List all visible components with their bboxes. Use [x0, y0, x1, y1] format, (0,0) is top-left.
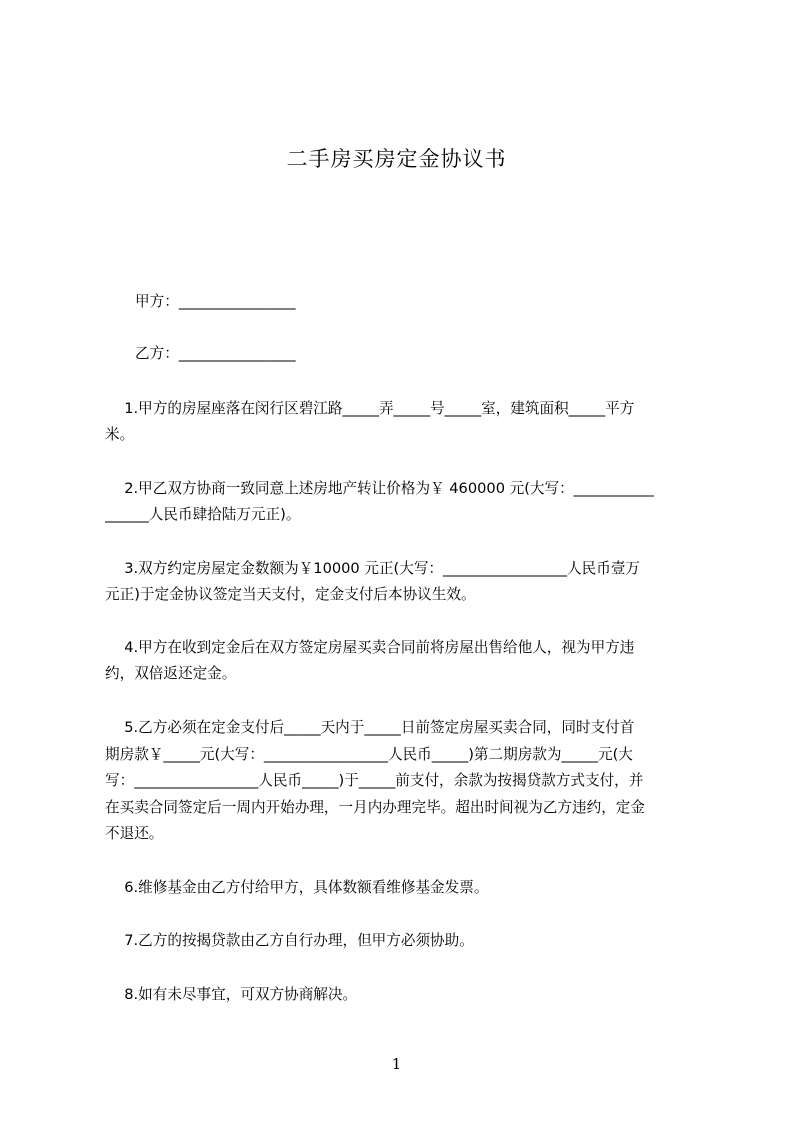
clause-7-line-1: 7.乙方的按揭贷款由乙方自行办理，但甲方必须协助。	[105, 932, 474, 949]
clause-1-line-1: 1.甲方的房屋座落在闵行区碧江路_____弄_____号_____室，建筑面积_____平方	[105, 400, 635, 417]
clause-5-line-1: 5.乙方必须在定金支付后_____天内于_____日前签定房屋买卖合同，同时支付首	[105, 719, 635, 736]
clause-5-line-3: 写：_________________人民币_____)于_____前支付，余款为按揭贷款方式支付，并	[105, 772, 644, 789]
clause-4-line-2: 约，双倍返还定金。	[105, 665, 237, 682]
party-a-line: 甲方：________________	[135, 293, 296, 310]
clause-6-line-1: 6.维修基金由乙方付给甲方，具体数额看维修基金发票。	[105, 879, 489, 896]
clause-3-line-2: 元正)于定金协议签定当天支付，定金支付后本协议生效。	[105, 586, 476, 603]
clause-4-line-1: 4.甲方在收到定金后在双方签定房屋买卖合同前将房屋出售给他人，视为甲方违	[105, 639, 635, 656]
page-number: 1	[391, 1055, 402, 1073]
document-title: 二手房买房定金协议书	[286, 147, 507, 171]
clause-8-line-1: 8.如有未尽事宜，可双方协商解决。	[105, 986, 358, 1003]
clause-5-line-4: 在买卖合同签定后一周内开始办理，一月内办理完毕。超出时间视为乙方违约，定金	[105, 799, 645, 816]
clause-3-line-1: 3.双方约定房屋定金数额为￥10000 元正(大写：_________________人民币壹万	[105, 560, 641, 577]
clause-5-line-5: 不退还。	[105, 825, 164, 842]
clause-2-line-2: ______人民币肆拾陆万元正)。	[105, 506, 301, 523]
party-b-line: 乙方：________________	[135, 345, 296, 362]
clause-2-line-1: 2.甲乙双方协商一致同意上述房地产转让价格为￥ 460000 元(大写：___________	[105, 480, 654, 497]
clause-1-line-2: 米。	[105, 426, 135, 443]
clause-5-line-2: 期房款￥_____元(大写：_________________人民币_____)第二期房款为_____元(大	[105, 746, 633, 763]
